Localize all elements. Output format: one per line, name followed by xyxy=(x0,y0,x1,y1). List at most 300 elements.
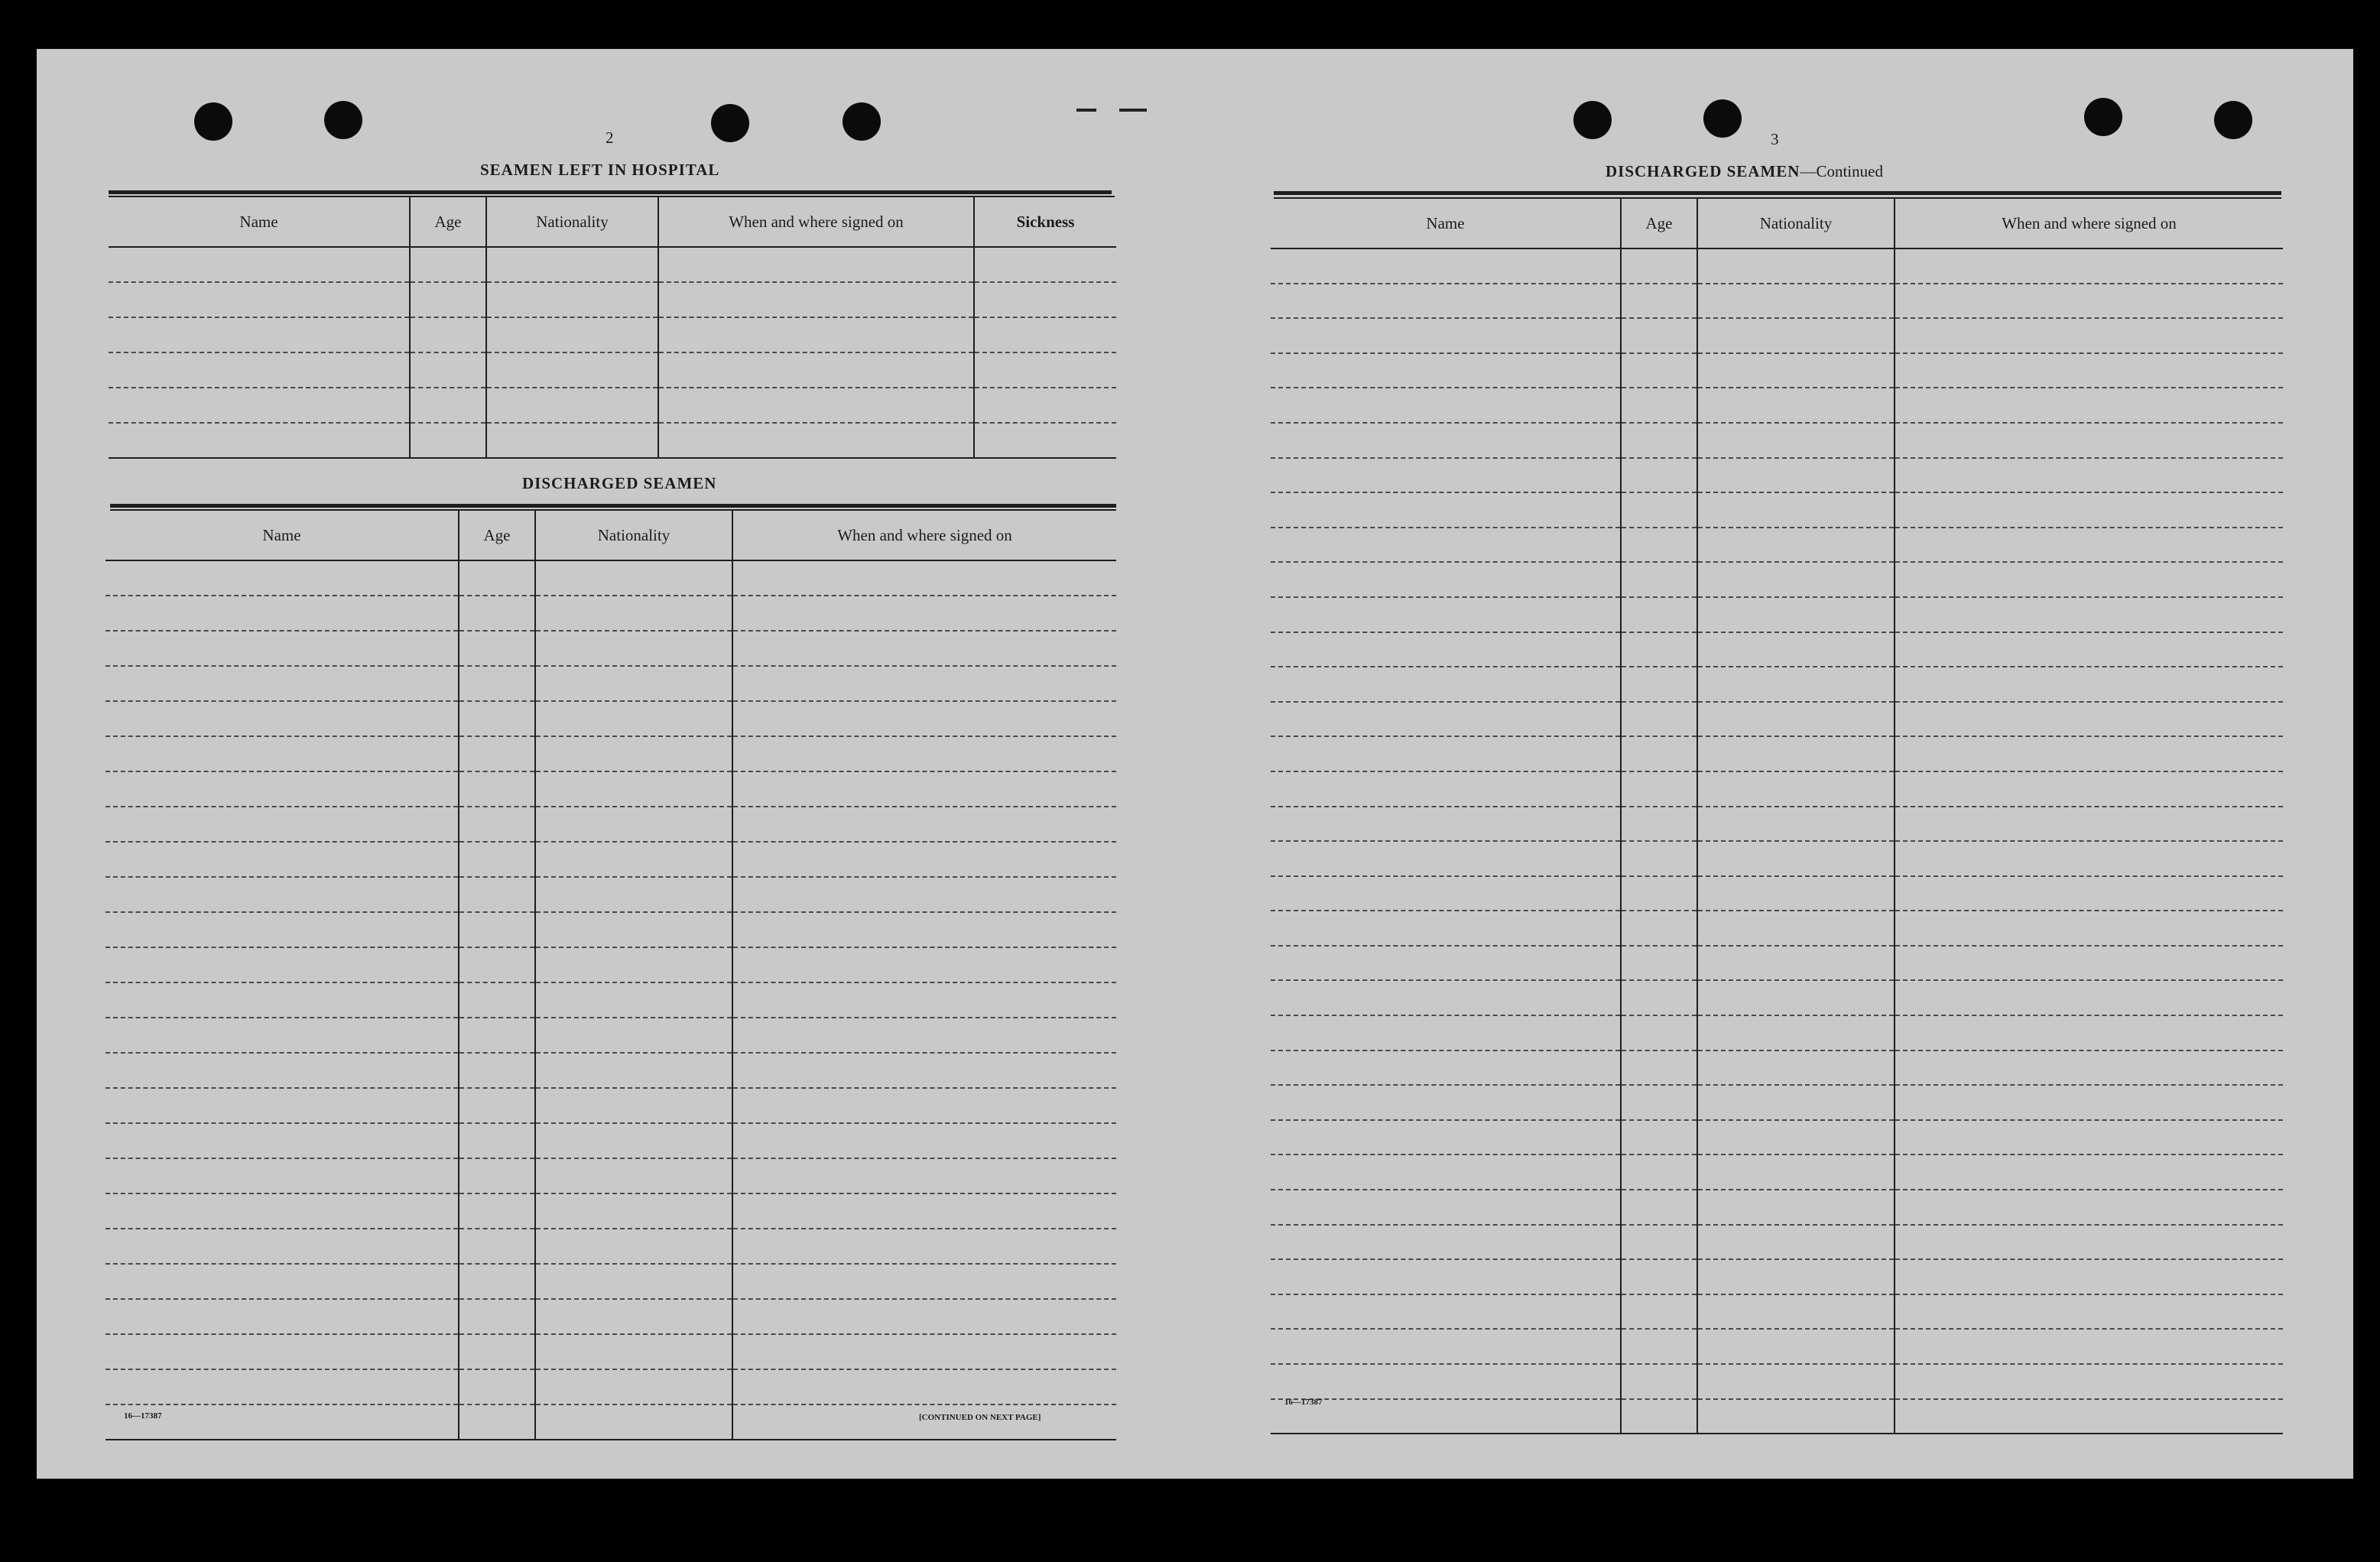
blank-cell[interactable] xyxy=(1271,946,1621,981)
table-row xyxy=(106,807,1116,842)
table-row xyxy=(106,1229,1116,1264)
blank-cell[interactable] xyxy=(1895,876,2283,911)
discharged-table xyxy=(106,511,1116,1440)
blank-cell[interactable] xyxy=(1271,353,1621,388)
blank-cell[interactable] xyxy=(1621,353,1697,388)
blank-cell[interactable] xyxy=(1271,492,1621,528)
table-row xyxy=(1271,562,2283,597)
blank-cell[interactable] xyxy=(535,1299,732,1334)
blank-cell[interactable] xyxy=(535,842,732,877)
blank-cell[interactable] xyxy=(1271,911,1621,946)
blank-cell[interactable] xyxy=(459,877,535,912)
blank-cell[interactable] xyxy=(459,631,535,666)
blank-cell[interactable] xyxy=(1895,841,2283,876)
blank-cell[interactable] xyxy=(109,282,410,317)
blank-cell[interactable] xyxy=(1697,702,1895,737)
table-row xyxy=(109,423,1116,458)
blank-cell[interactable] xyxy=(732,1299,1116,1334)
blank-cell[interactable] xyxy=(535,736,732,771)
blank-cell[interactable] xyxy=(535,1264,732,1299)
blank-cell[interactable] xyxy=(1271,1120,1621,1155)
blank-cell[interactable] xyxy=(1271,736,1621,771)
blank-cell[interactable] xyxy=(732,1018,1116,1053)
blank-cell[interactable] xyxy=(1621,597,1697,632)
blank-cell[interactable] xyxy=(535,1088,732,1123)
blank-cell[interactable] xyxy=(1621,1051,1697,1086)
blank-cell[interactable] xyxy=(535,1193,732,1229)
blank-cell[interactable] xyxy=(535,771,732,807)
blank-cell[interactable] xyxy=(1697,1399,1895,1434)
blank-cell[interactable] xyxy=(1271,528,1621,563)
blank-cell[interactable] xyxy=(1895,248,2283,284)
blank-cell[interactable] xyxy=(109,247,410,282)
blank-cell[interactable] xyxy=(106,912,459,947)
blank-cell[interactable] xyxy=(1271,248,1621,284)
blank-cell[interactable] xyxy=(1621,946,1697,981)
blank-cell[interactable] xyxy=(1895,1085,2283,1120)
blank-cell[interactable] xyxy=(1895,667,2283,702)
blank-cell[interactable] xyxy=(1697,1051,1895,1086)
blank-cell[interactable] xyxy=(1621,1085,1697,1120)
col-age: Age xyxy=(410,197,486,247)
blank-cell[interactable] xyxy=(1621,1364,1697,1399)
blank-cell[interactable] xyxy=(1697,423,1895,458)
blank-cell[interactable] xyxy=(106,1264,459,1299)
blank-cell[interactable] xyxy=(106,560,459,596)
blank-cell[interactable] xyxy=(1271,423,1621,458)
blank-cell[interactable] xyxy=(459,1088,535,1123)
blank-cell[interactable] xyxy=(1697,841,1895,876)
blank-cell[interactable] xyxy=(1895,771,2283,807)
blank-cell[interactable] xyxy=(1697,1364,1895,1399)
table-row xyxy=(106,1193,1116,1229)
blank-cell[interactable] xyxy=(459,1369,535,1405)
blank-cell[interactable] xyxy=(106,1088,459,1123)
blank-cell[interactable] xyxy=(459,1018,535,1053)
blank-cell[interactable] xyxy=(459,1053,535,1088)
blank-cell[interactable] xyxy=(1621,1259,1697,1294)
table-row xyxy=(1271,667,2283,702)
blank-cell[interactable] xyxy=(1271,702,1621,737)
blank-cell[interactable] xyxy=(535,947,732,982)
blank-cell[interactable] xyxy=(1621,911,1697,946)
blank-cell[interactable] xyxy=(1271,1259,1621,1294)
blank-cell[interactable] xyxy=(459,842,535,877)
blank-cell[interactable] xyxy=(1697,528,1895,563)
punch-hole xyxy=(711,104,749,142)
blank-cell[interactable] xyxy=(1697,353,1895,388)
blank-cell[interactable] xyxy=(1895,807,2283,842)
blank-cell[interactable] xyxy=(1895,1120,2283,1155)
blank-cell[interactable] xyxy=(459,1405,535,1440)
col-nationality: Nationality xyxy=(535,511,732,560)
blank-cell[interactable] xyxy=(109,317,410,352)
blank-cell[interactable] xyxy=(732,736,1116,771)
blank-cell[interactable] xyxy=(535,666,732,701)
blank-cell[interactable] xyxy=(1895,1259,2283,1294)
blank-cell[interactable] xyxy=(106,1229,459,1264)
table-row xyxy=(1271,807,2283,842)
blank-cell[interactable] xyxy=(109,423,410,458)
blank-cell[interactable] xyxy=(1697,632,1895,667)
blank-cell[interactable] xyxy=(1895,597,2283,632)
blank-cell[interactable] xyxy=(658,388,974,423)
blank-cell[interactable] xyxy=(1697,1329,1895,1364)
punch-hole xyxy=(843,102,881,141)
blank-cell[interactable] xyxy=(535,1369,732,1405)
blank-cell[interactable] xyxy=(535,1158,732,1193)
blank-cell[interactable] xyxy=(1271,1154,1621,1190)
blank-cell[interactable] xyxy=(1895,423,2283,458)
blank-cell[interactable] xyxy=(1697,1120,1895,1155)
blank-cell[interactable] xyxy=(1697,771,1895,807)
blank-cell[interactable] xyxy=(1271,876,1621,911)
blank-cell[interactable] xyxy=(486,317,658,352)
blank-cell[interactable] xyxy=(106,666,459,701)
table-row xyxy=(1271,1225,2283,1260)
blank-cell[interactable] xyxy=(486,352,658,388)
blank-cell[interactable] xyxy=(1271,458,1621,493)
blank-cell[interactable] xyxy=(459,1193,535,1229)
blank-cell[interactable] xyxy=(1895,1154,2283,1190)
blank-cell[interactable] xyxy=(410,317,486,352)
blank-cell[interactable] xyxy=(732,1088,1116,1123)
blank-cell[interactable] xyxy=(1621,807,1697,842)
blank-cell[interactable] xyxy=(535,1405,732,1440)
blank-cell[interactable] xyxy=(1621,248,1697,284)
table-row xyxy=(109,282,1116,317)
blank-cell[interactable] xyxy=(459,560,535,596)
form-sheet xyxy=(37,49,2353,1479)
blank-cell[interactable] xyxy=(732,877,1116,912)
blank-cell[interactable] xyxy=(410,423,486,458)
blank-cell[interactable] xyxy=(1621,632,1697,667)
blank-cell[interactable] xyxy=(1895,284,2283,319)
blank-cell[interactable] xyxy=(1697,667,1895,702)
blank-cell[interactable] xyxy=(732,1123,1116,1158)
blank-cell[interactable] xyxy=(459,1299,535,1334)
blank-cell[interactable] xyxy=(535,1334,732,1369)
blank-cell[interactable] xyxy=(410,388,486,423)
blank-cell[interactable] xyxy=(1895,1399,2283,1434)
blank-cell[interactable] xyxy=(459,1123,535,1158)
blank-cell[interactable] xyxy=(106,736,459,771)
table-row xyxy=(1271,353,2283,388)
blank-cell[interactable] xyxy=(732,1229,1116,1264)
blank-cell[interactable] xyxy=(1621,1120,1697,1155)
blank-cell[interactable] xyxy=(1621,702,1697,737)
blank-cell[interactable] xyxy=(1895,702,2283,737)
form-code-left: 16—17387 xyxy=(124,1411,162,1421)
blank-cell[interactable] xyxy=(1271,1085,1621,1120)
blank-cell[interactable] xyxy=(535,982,732,1018)
blank-cell[interactable] xyxy=(459,701,535,736)
blank-cell[interactable] xyxy=(1621,1154,1697,1190)
blank-cell[interactable] xyxy=(1895,1015,2283,1051)
blank-cell[interactable] xyxy=(1697,1190,1895,1225)
blank-cell[interactable] xyxy=(1271,284,1621,319)
blank-cell[interactable] xyxy=(974,317,1116,352)
blank-cell[interactable] xyxy=(732,1334,1116,1369)
blank-cell[interactable] xyxy=(1697,1259,1895,1294)
blank-cell[interactable] xyxy=(1697,1015,1895,1051)
blank-cell[interactable] xyxy=(1621,771,1697,807)
blank-cell[interactable] xyxy=(106,807,459,842)
blank-cell[interactable] xyxy=(732,596,1116,631)
blank-cell[interactable] xyxy=(1621,1294,1697,1330)
blank-cell[interactable] xyxy=(732,982,1116,1018)
table-row xyxy=(106,771,1116,807)
blank-cell[interactable] xyxy=(1271,632,1621,667)
blank-cell[interactable] xyxy=(1621,528,1697,563)
blank-cell[interactable] xyxy=(535,807,732,842)
blank-cell[interactable] xyxy=(658,247,974,282)
blank-cell[interactable] xyxy=(732,560,1116,596)
blank-cell[interactable] xyxy=(1271,562,1621,597)
blank-cell[interactable] xyxy=(1271,807,1621,842)
blank-cell[interactable] xyxy=(732,1264,1116,1299)
blank-cell[interactable] xyxy=(1271,1364,1621,1399)
blank-cell[interactable] xyxy=(658,423,974,458)
blank-cell[interactable] xyxy=(1271,388,1621,423)
blank-cell[interactable] xyxy=(1621,1190,1697,1225)
table-row xyxy=(106,1158,1116,1193)
blank-cell[interactable] xyxy=(1895,528,2283,563)
blank-cell[interactable] xyxy=(658,352,974,388)
blank-cell[interactable] xyxy=(1697,492,1895,528)
blank-cell[interactable] xyxy=(1895,946,2283,981)
blank-cell[interactable] xyxy=(1895,562,2283,597)
blank-cell[interactable] xyxy=(732,771,1116,807)
blank-cell[interactable] xyxy=(1697,1085,1895,1120)
blank-cell[interactable] xyxy=(486,247,658,282)
blank-cell[interactable] xyxy=(106,1334,459,1369)
blank-cell[interactable] xyxy=(106,1053,459,1088)
blank-cell[interactable] xyxy=(106,877,459,912)
blank-cell[interactable] xyxy=(459,982,535,1018)
blank-cell[interactable] xyxy=(1621,1225,1697,1260)
blank-cell[interactable] xyxy=(106,631,459,666)
blank-cell[interactable] xyxy=(1895,736,2283,771)
punch-hole xyxy=(194,102,232,141)
blank-cell[interactable] xyxy=(1621,841,1697,876)
blank-cell[interactable] xyxy=(106,771,459,807)
blank-cell[interactable] xyxy=(1621,318,1697,353)
blank-cell[interactable] xyxy=(1621,736,1697,771)
blank-cell[interactable] xyxy=(1697,1154,1895,1190)
blank-cell[interactable] xyxy=(1621,284,1697,319)
blank-cell[interactable] xyxy=(1697,876,1895,911)
blank-cell[interactable] xyxy=(1271,597,1621,632)
blank-cell[interactable] xyxy=(1271,771,1621,807)
blank-cell[interactable] xyxy=(732,807,1116,842)
blank-cell[interactable] xyxy=(1271,667,1621,702)
blank-cell[interactable] xyxy=(109,388,410,423)
blank-cell[interactable] xyxy=(535,596,732,631)
blank-cell[interactable] xyxy=(1895,492,2283,528)
blank-cell[interactable] xyxy=(1697,946,1895,981)
blank-cell[interactable] xyxy=(732,1053,1116,1088)
blank-cell[interactable] xyxy=(486,282,658,317)
blank-cell[interactable] xyxy=(1697,248,1895,284)
table-row xyxy=(1271,702,2283,737)
blank-cell[interactable] xyxy=(658,317,974,352)
hospital-title: SEAMEN LEFT IN HOSPITAL xyxy=(480,161,720,179)
blank-cell[interactable] xyxy=(1895,318,2283,353)
blank-cell[interactable] xyxy=(1271,1294,1621,1330)
blank-cell[interactable] xyxy=(459,807,535,842)
blank-cell[interactable] xyxy=(410,282,486,317)
blank-cell[interactable] xyxy=(1271,980,1621,1015)
blank-cell[interactable] xyxy=(974,388,1116,423)
blank-cell[interactable] xyxy=(486,423,658,458)
table-row xyxy=(106,947,1116,982)
blank-cell[interactable] xyxy=(1697,562,1895,597)
blank-cell[interactable] xyxy=(1621,980,1697,1015)
blank-cell[interactable] xyxy=(459,596,535,631)
blank-cell[interactable] xyxy=(1621,1015,1697,1051)
blank-cell[interactable] xyxy=(1697,458,1895,493)
blank-cell[interactable] xyxy=(459,1334,535,1369)
blank-cell[interactable] xyxy=(1271,1399,1621,1434)
blank-cell[interactable] xyxy=(732,1158,1116,1193)
blank-cell[interactable] xyxy=(732,912,1116,947)
blank-cell[interactable] xyxy=(1271,318,1621,353)
blank-cell[interactable] xyxy=(486,388,658,423)
blank-cell[interactable] xyxy=(1895,1225,2283,1260)
blank-cell[interactable] xyxy=(1895,1329,2283,1364)
blank-cell[interactable] xyxy=(1697,284,1895,319)
blank-cell[interactable] xyxy=(732,1369,1116,1405)
blank-cell[interactable] xyxy=(535,912,732,947)
blank-cell[interactable] xyxy=(732,842,1116,877)
blank-cell[interactable] xyxy=(732,1193,1116,1229)
blank-cell[interactable] xyxy=(106,1369,459,1405)
blank-cell[interactable] xyxy=(1895,1294,2283,1330)
blank-cell[interactable] xyxy=(732,666,1116,701)
table-row xyxy=(106,912,1116,947)
blank-cell[interactable] xyxy=(1895,1190,2283,1225)
blank-cell[interactable] xyxy=(1621,492,1697,528)
col-name: Name xyxy=(106,511,459,560)
table-row xyxy=(106,1264,1116,1299)
blank-cell[interactable] xyxy=(1621,458,1697,493)
blank-cell[interactable] xyxy=(1271,1225,1621,1260)
blank-cell[interactable] xyxy=(106,596,459,631)
blank-cell[interactable] xyxy=(1697,911,1895,946)
blank-cell[interactable] xyxy=(1895,353,2283,388)
blank-cell[interactable] xyxy=(106,1299,459,1334)
blank-cell[interactable] xyxy=(459,1229,535,1264)
blank-cell[interactable] xyxy=(1271,1015,1621,1051)
blank-cell[interactable] xyxy=(1895,1364,2283,1399)
blank-cell[interactable] xyxy=(1697,318,1895,353)
blank-cell[interactable] xyxy=(106,982,459,1018)
blank-cell[interactable] xyxy=(106,842,459,877)
blank-cell[interactable] xyxy=(535,560,732,596)
blank-cell[interactable] xyxy=(106,1018,459,1053)
blank-cell[interactable] xyxy=(1621,388,1697,423)
blank-cell[interactable] xyxy=(1621,876,1697,911)
blank-cell[interactable] xyxy=(974,247,1116,282)
blank-cell[interactable] xyxy=(459,1158,535,1193)
blank-cell[interactable] xyxy=(1621,1329,1697,1364)
blank-cell[interactable] xyxy=(535,1229,732,1264)
blank-cell[interactable] xyxy=(1621,1399,1697,1434)
blank-cell[interactable] xyxy=(106,1123,459,1158)
table-row xyxy=(106,666,1116,701)
blank-cell[interactable] xyxy=(1895,632,2283,667)
blank-cell[interactable] xyxy=(106,1405,459,1440)
blank-cell[interactable] xyxy=(459,771,535,807)
blank-cell[interactable] xyxy=(535,1018,732,1053)
blank-cell[interactable] xyxy=(1697,807,1895,842)
blank-cell[interactable] xyxy=(1895,911,2283,946)
table-row xyxy=(1271,632,2283,667)
blank-cell[interactable] xyxy=(1621,423,1697,458)
table-row xyxy=(1271,1259,2283,1294)
blank-cell[interactable] xyxy=(535,1053,732,1088)
blank-cell[interactable] xyxy=(535,631,732,666)
blank-cell[interactable] xyxy=(1697,1294,1895,1330)
blank-cell[interactable] xyxy=(106,701,459,736)
blank-cell[interactable] xyxy=(1697,736,1895,771)
blank-cell[interactable] xyxy=(459,736,535,771)
blank-cell[interactable] xyxy=(1697,597,1895,632)
blank-cell[interactable] xyxy=(732,947,1116,982)
blank-cell[interactable] xyxy=(732,631,1116,666)
blank-cell[interactable] xyxy=(1271,1329,1621,1364)
blank-cell[interactable] xyxy=(410,352,486,388)
blank-cell[interactable] xyxy=(658,282,974,317)
blank-cell[interactable] xyxy=(974,423,1116,458)
blank-cell[interactable] xyxy=(535,877,732,912)
blank-cell[interactable] xyxy=(459,1264,535,1299)
blank-cell[interactable] xyxy=(109,352,410,388)
blank-cell[interactable] xyxy=(732,701,1116,736)
blank-cell[interactable] xyxy=(1271,1051,1621,1086)
blank-cell[interactable] xyxy=(1895,388,2283,423)
blank-cell[interactable] xyxy=(535,701,732,736)
blank-cell[interactable] xyxy=(410,247,486,282)
blank-cell[interactable] xyxy=(1895,980,2283,1015)
col-signed-on: When and where signed on xyxy=(1895,199,2283,248)
blank-cell[interactable] xyxy=(974,352,1116,388)
blank-cell[interactable] xyxy=(1697,1225,1895,1260)
blank-cell[interactable] xyxy=(1697,388,1895,423)
blank-cell[interactable] xyxy=(459,912,535,947)
right-header-row xyxy=(1271,199,2283,248)
blank-cell[interactable] xyxy=(535,1123,732,1158)
table-row xyxy=(1271,1154,2283,1190)
blank-cell[interactable] xyxy=(732,1405,1116,1440)
blank-cell[interactable] xyxy=(1895,458,2283,493)
blank-cell[interactable] xyxy=(1271,841,1621,876)
blank-cell[interactable] xyxy=(106,947,459,982)
blank-cell[interactable] xyxy=(459,947,535,982)
blank-cell[interactable] xyxy=(1621,667,1697,702)
blank-cell[interactable] xyxy=(974,282,1116,317)
blank-cell[interactable] xyxy=(459,666,535,701)
blank-cell[interactable] xyxy=(106,1158,459,1193)
blank-cell[interactable] xyxy=(1895,1051,2283,1086)
blank-cell[interactable] xyxy=(1697,980,1895,1015)
blank-cell[interactable] xyxy=(1271,1190,1621,1225)
blank-cell[interactable] xyxy=(1621,562,1697,597)
blank-cell[interactable] xyxy=(106,1193,459,1229)
table-row xyxy=(1271,980,2283,1015)
table-row xyxy=(106,1299,1116,1334)
